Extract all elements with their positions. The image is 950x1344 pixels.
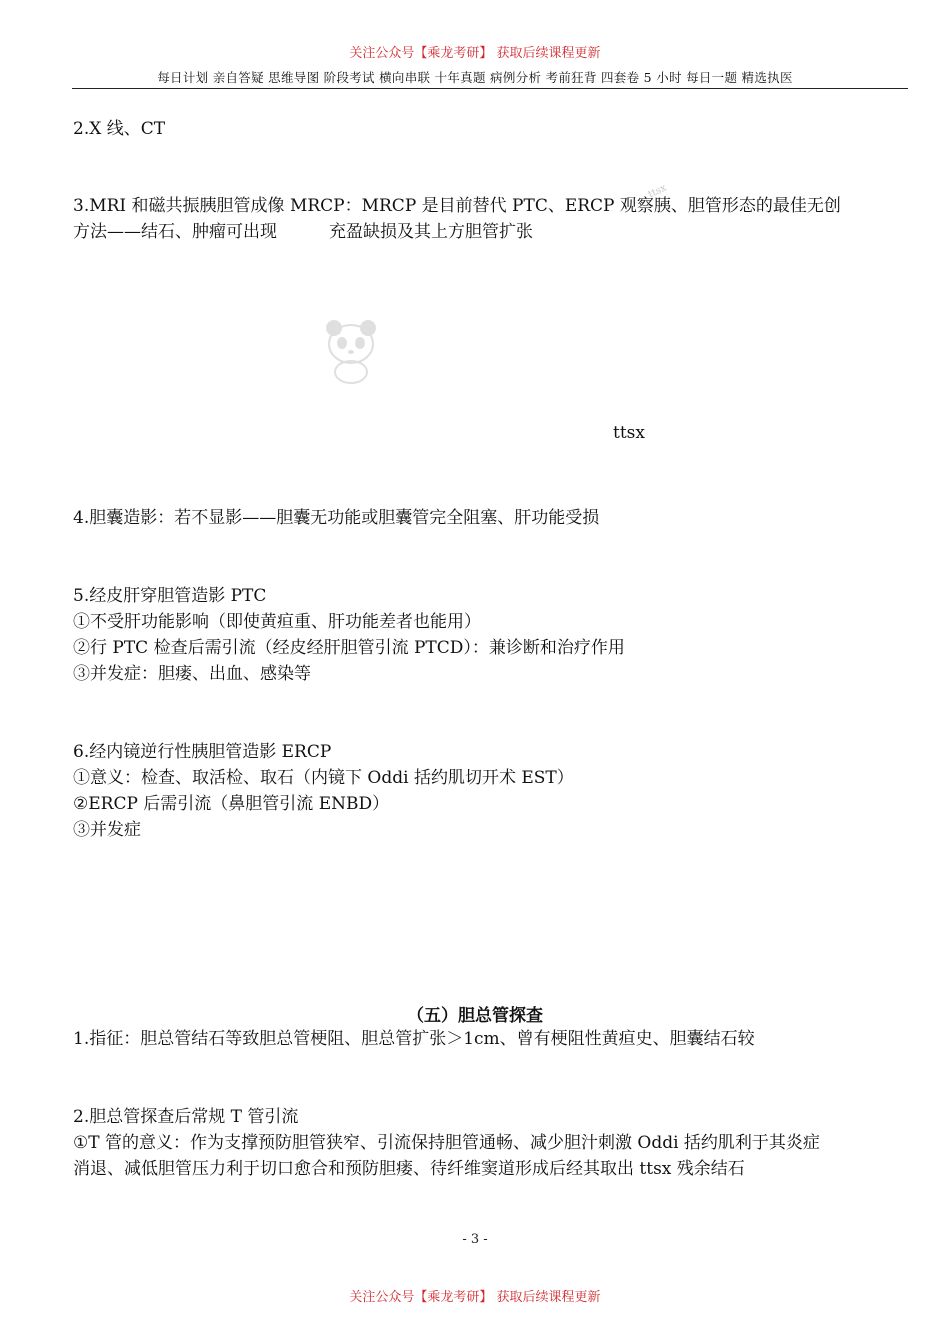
- item-5-c: ③并发症：胆瘘、出血、感染等: [73, 664, 311, 684]
- section-item-2-title: 2.胆总管探查后常规 T 管引流: [73, 1107, 299, 1127]
- page-number: - 3 -: [462, 1232, 488, 1247]
- item-5-b: ②行 PTC 检查后需引流（经皮经肝胆管引流 PTCD）：兼诊断和治疗作用: [73, 638, 625, 658]
- header-promo: 关注公众号【乘龙考研】 获取后续课程更新: [349, 46, 601, 61]
- header-rule: [72, 88, 908, 89]
- item-2: 2.X 线、CT: [73, 119, 166, 139]
- item-6-title: 6.经内镜逆行性胰胆管造影 ERCP: [73, 742, 332, 762]
- section-item-2-a-line-1: ①T 管的意义：作为支撑预防胆管狭窄、引流保持胆管通畅、减少胆汁刺激 Oddi 括约肌利于其炎症: [73, 1133, 820, 1153]
- footer-promo: 关注公众号【乘龙考研】 获取后续课程更新: [349, 1290, 601, 1305]
- item-6-a: ①意义：检查、取活检、取石（内镜下 Oddi 括约肌切开术 EST）: [73, 768, 574, 788]
- ttsx-mark: ttsx: [613, 423, 645, 443]
- panda-watermark-icon: [322, 318, 380, 384]
- item-5-title: 5.经皮肝穿胆管造影 PTC: [73, 586, 267, 606]
- item-3-line-2a: 方法——结石、肿瘤可出现: [73, 222, 277, 242]
- section-item-2-a-line-2: 消退、减低胆管压力利于切口愈合和预防胆瘘、待纤维窦道形成后经其取出 ttsx 残余结石: [73, 1159, 745, 1179]
- item-5-a: ①不受肝功能影响（即使黄疸重、肝功能差者也能用）: [73, 612, 481, 632]
- item-6-b: ②ERCP 后需引流（鼻胆管引流 ENBD）: [73, 794, 390, 814]
- item-3-line-2b: 充盈缺损及其上方胆管扩张: [329, 222, 533, 242]
- item-3-line-1: 3.MRI 和磁共振胰胆管成像 MRCP：MRCP 是目前替代 PTC、ERCP 观察胰、胆管形态的最佳无创: [73, 196, 841, 216]
- header-services: 每日计划 亲自答疑 思维导图 阶段考试 横向串联 十年真题 病例分析 考前狂背 四套卷 5 小时 每日一题 精选执医: [157, 70, 793, 85]
- section-item-1: 1.指征：胆总管结石等致胆总管梗阻、胆总管扩张＞1cm、曾有梗阻性黄疸史、胆囊结石较: [73, 1029, 755, 1049]
- section-heading: （五）胆总管探查: [407, 1006, 543, 1026]
- item-3-line-2: [73, 219, 533, 245]
- item-4: 4.胆囊造影：若不显影——胆囊无功能或胆囊管完全阻塞、肝功能受损: [73, 508, 600, 528]
- faint-watermark-mark: ttsx: [646, 182, 669, 201]
- item-6-c: ③并发症: [73, 820, 141, 840]
